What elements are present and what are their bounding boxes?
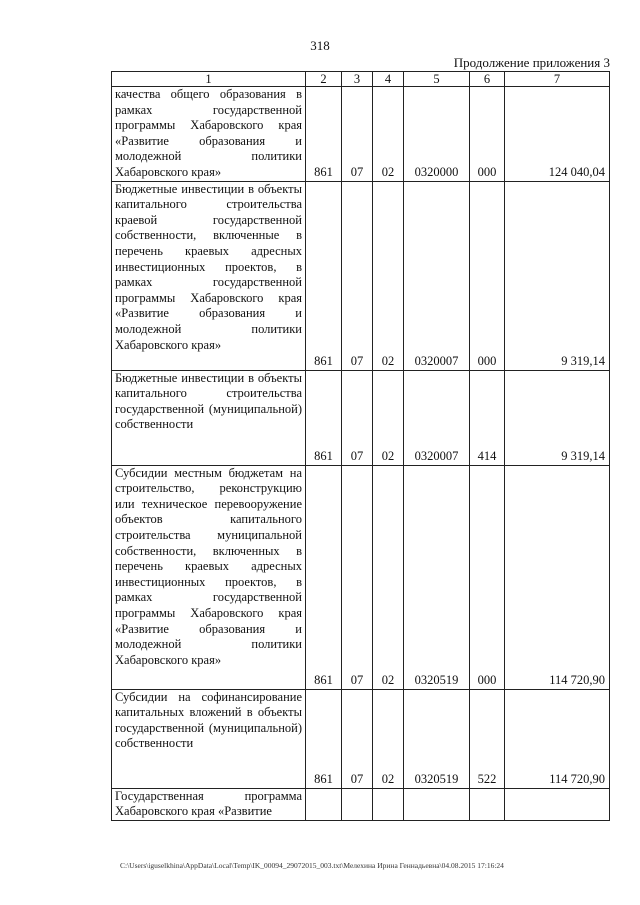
cell-ministry-code: 861 bbox=[306, 465, 342, 689]
table-row bbox=[112, 465, 610, 689]
row-description: Бюджетные инвестиции в объекты капитального строительства краевой государственной собственности, включенные в перечень краевых адресных инвестиционных проектов, в рамках государственной программы Хабаровского края «Развитие образования и молодежной политики Хабаровского края» bbox=[112, 181, 306, 370]
cell-section: 07 bbox=[342, 689, 373, 788]
cell-target-article: 0320007 bbox=[404, 370, 470, 465]
column-header: 5 bbox=[404, 72, 470, 87]
cell-section: 07 bbox=[342, 181, 373, 370]
cell-subsection bbox=[373, 788, 404, 820]
table-row bbox=[112, 181, 610, 370]
table-header-row bbox=[112, 72, 610, 87]
row-description: Субсидии на софинансирование капитальных вложений в объекты государственной (муниципальной) собственности bbox=[112, 689, 306, 788]
cell-target-article bbox=[404, 788, 470, 820]
table-row bbox=[112, 370, 610, 465]
file-path-footer: C:\Users\iguselkhina\AppData\Local\Temp\IK_00094_29072015_003.txt\Мелехина Ирина Геннадьевна\04.08.2015 17:16:24 bbox=[120, 861, 504, 870]
cell-amount: 9 319,14 bbox=[505, 181, 610, 370]
row-description: Государственная программа Хабаровского края «Развитие bbox=[112, 788, 306, 820]
cell-ministry-code: 861 bbox=[306, 181, 342, 370]
table-row bbox=[112, 689, 610, 788]
cell-amount: 114 720,90 bbox=[505, 689, 610, 788]
cell-subsection: 02 bbox=[373, 370, 404, 465]
column-header: 2 bbox=[306, 72, 342, 87]
cell-amount: 124 040,04 bbox=[505, 87, 610, 182]
column-header: 1 bbox=[112, 72, 306, 87]
cell-expense-type bbox=[470, 788, 505, 820]
cell-ministry-code: 861 bbox=[306, 370, 342, 465]
cell-ministry-code: 861 bbox=[306, 87, 342, 182]
cell-amount bbox=[505, 788, 610, 820]
table-row bbox=[112, 788, 610, 820]
column-header: 3 bbox=[342, 72, 373, 87]
cell-ministry-code: 861 bbox=[306, 689, 342, 788]
cell-ministry-code bbox=[306, 788, 342, 820]
cell-expense-type: 000 bbox=[470, 465, 505, 689]
cell-target-article: 0320519 bbox=[404, 465, 470, 689]
cell-section: 07 bbox=[342, 87, 373, 182]
cell-expense-type: 000 bbox=[470, 181, 505, 370]
column-header: 4 bbox=[373, 72, 404, 87]
cell-amount: 9 319,14 bbox=[505, 370, 610, 465]
cell-expense-type: 000 bbox=[470, 87, 505, 182]
table-row bbox=[112, 87, 610, 182]
page-number: 318 bbox=[310, 38, 330, 53]
cell-amount: 114 720,90 bbox=[505, 465, 610, 689]
cell-expense-type: 414 bbox=[470, 370, 505, 465]
cell-subsection: 02 bbox=[373, 465, 404, 689]
column-header: 6 bbox=[470, 72, 505, 87]
cell-subsection: 02 bbox=[373, 689, 404, 788]
cell-section bbox=[342, 788, 373, 820]
budget-table bbox=[111, 71, 610, 821]
row-description: качества общего образования в рамках государственной программы Хабаровского края «Развитие образования и молодежной политики Хабаровского края» bbox=[112, 87, 306, 182]
column-header: 7 bbox=[505, 72, 610, 87]
row-description: Субсидии местным бюджетам на строительство, реконструкцию или техническое перевооружение объектов капитального строительства муниципальной собственности, включенных в перечень краевых адресных инвестиционных проектов, в рамках государственной программы Хабаровского края «Развитие образования и молодежной политики Хабаровского края» bbox=[112, 465, 306, 689]
cell-target-article: 0320000 bbox=[404, 87, 470, 182]
cell-subsection: 02 bbox=[373, 87, 404, 182]
cell-section: 07 bbox=[342, 465, 373, 689]
cell-subsection: 02 bbox=[373, 181, 404, 370]
cell-target-article: 0320007 bbox=[404, 181, 470, 370]
continuation-title: Продолжение приложения 3 bbox=[453, 55, 610, 70]
cell-target-article: 0320519 bbox=[404, 689, 470, 788]
cell-section: 07 bbox=[342, 370, 373, 465]
row-description: Бюджетные инвестиции в объекты капитального строительства государственной (муниципальной) собственности bbox=[112, 370, 306, 465]
cell-expense-type: 522 bbox=[470, 689, 505, 788]
